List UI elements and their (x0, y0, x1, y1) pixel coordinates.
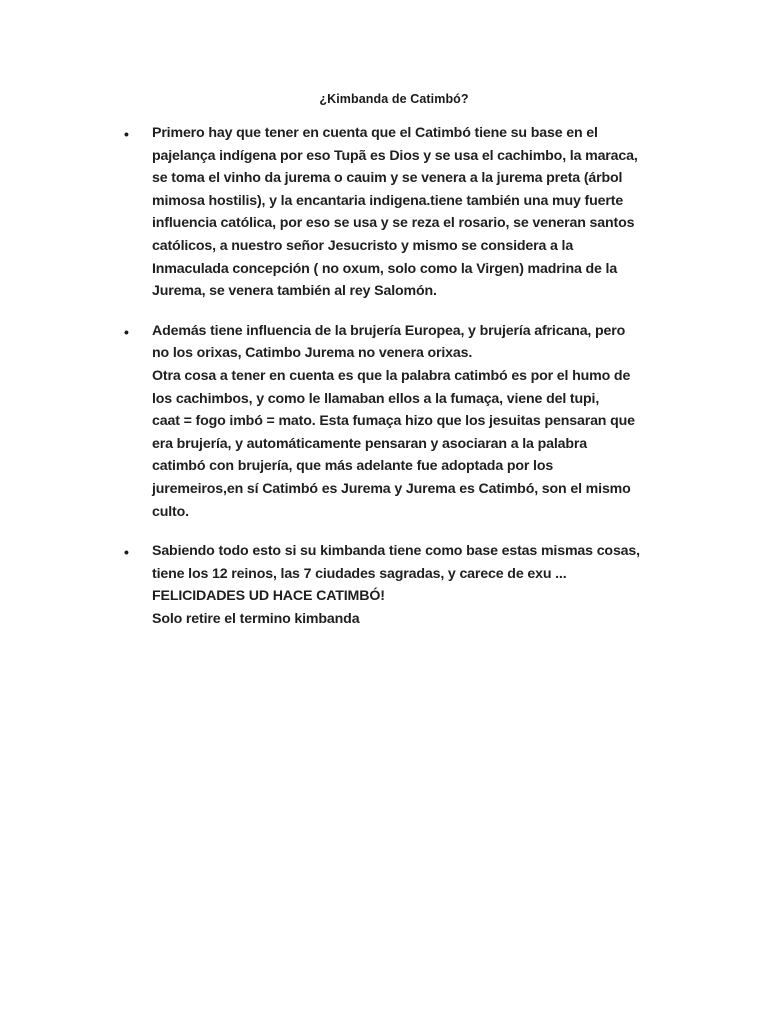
paragraph-line: catimbó con brujería, que más adelante fue adoptada por los (152, 458, 554, 475)
paragraph-line: era brujería, y automáticamente pensaran y asociaran a la palabra (152, 435, 587, 452)
bullet-item-2 (122, 320, 682, 523)
paragraph-line: Solo retire el termino kimbanda (152, 610, 360, 627)
paragraph-line: influencia católica, por eso se usa y se reza el rosario, se veneran santos (152, 215, 635, 232)
paragraph-line: caat = fogo imbó = mato. Esta fumaça hizo que los jesuitas pensaran que (152, 413, 635, 430)
bullet-icon: • (124, 323, 129, 340)
paragraph-line: los cachimbos, y como le llamaban ellos a la fumaça, viene del tupi, (152, 390, 600, 407)
paragraph-line: culto. (152, 503, 189, 520)
document-title: ¿Kimbanda de Catimbó? (319, 92, 469, 106)
bullet-icon: • (124, 544, 129, 561)
paragraph-line: FELICIDADES UD HACE CATIMBÓ! (152, 588, 385, 605)
paragraph-line: Primero hay que tener en cuenta que el Catimbó tiene su base en el (152, 125, 598, 141)
paragraph-line: católicos, a nuestro señor Jesucristo y mismo se considera a la (152, 237, 574, 254)
paragraph-line: Otra cosa a tener en cuenta es que la palabra catimbó es por el humo de (152, 367, 631, 384)
paragraph-line: Además tiene influencia de la brujería Europea, y brujería africana, pero (152, 322, 626, 339)
bullet-item-1 (122, 122, 682, 303)
paragraph-line: Inmaculada concepción ( no oxum, solo como la Virgen) madrina de la (152, 260, 618, 277)
paragraph-line: se toma el vinho da jurema o cauim y se venera a la jurema preta (árbol (152, 170, 623, 187)
paragraph-line: mimosa hostilis), y la encantaria indigena.tiene también una muy fuerte (152, 192, 624, 209)
paragraph-line: Jurema, se venera también al rey Salomón. (152, 283, 437, 300)
paragraph-line: pajelança indígena por eso Tupã es Dios y se usa el cachimbo, la maraca, (152, 147, 638, 164)
bullet-item-3 (122, 540, 682, 630)
paragraph-line: tiene los 12 reinos, las 7 ciudades sagradas, y carece de exu ... (152, 565, 567, 582)
bullet-icon: • (124, 126, 129, 142)
paragraph-line: juremeiros,en sí Catimbó es Jurema y Jurema es Catimbó, son el mismo (152, 480, 631, 497)
bullet-list (122, 122, 682, 647)
paragraph-line: no los orixas, Catimbo Jurema no venera orixas. (152, 345, 473, 362)
paragraph-line: Sabiendo todo esto si su kimbanda tiene como base estas mismas cosas, (152, 543, 640, 560)
